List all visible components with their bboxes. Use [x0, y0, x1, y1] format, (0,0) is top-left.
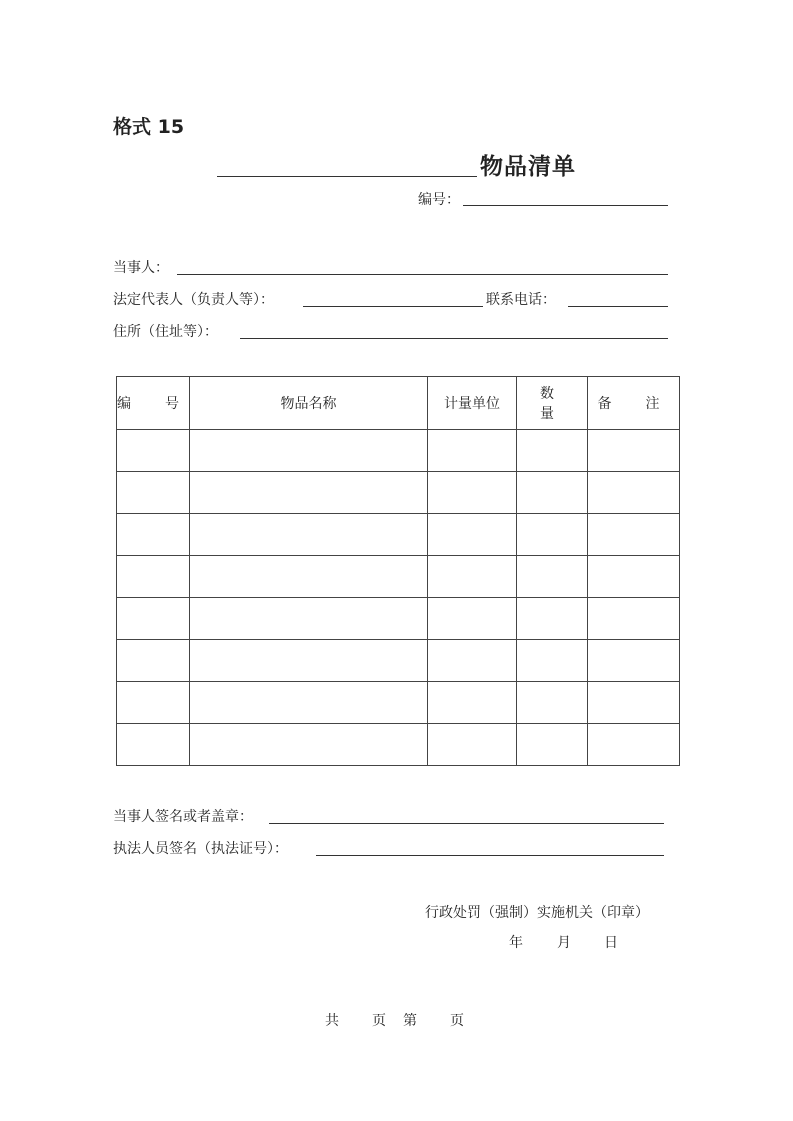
table-cell[interactable] [428, 682, 517, 724]
table-cell[interactable] [428, 430, 517, 472]
table-cell[interactable] [588, 682, 680, 724]
column-header-unit: 计量单位 [428, 377, 517, 430]
table-cell[interactable] [190, 724, 428, 766]
table-cell[interactable] [190, 556, 428, 598]
table-cell[interactable] [117, 556, 190, 598]
date-year-label: 年 [509, 935, 523, 951]
table-cell[interactable] [588, 472, 680, 514]
page-total-label: 共 [325, 1013, 339, 1029]
page-unit-label-2: 页 [450, 1013, 464, 1029]
table-cell[interactable] [517, 682, 588, 724]
phone-field-line[interactable] [568, 306, 668, 307]
table-cell[interactable] [190, 640, 428, 682]
table-cell[interactable] [588, 556, 680, 598]
table-row [117, 724, 680, 766]
table-row [117, 640, 680, 682]
table-cell[interactable] [428, 472, 517, 514]
table-cell[interactable] [428, 640, 517, 682]
table-cell[interactable] [517, 472, 588, 514]
table-cell[interactable] [517, 640, 588, 682]
table-cell[interactable] [117, 430, 190, 472]
table-body [117, 430, 680, 766]
table-cell[interactable] [117, 640, 190, 682]
number-field-line[interactable] [463, 205, 668, 206]
table-cell[interactable] [588, 598, 680, 640]
table-cell[interactable] [428, 598, 517, 640]
table-cell[interactable] [190, 514, 428, 556]
items-table [116, 376, 680, 766]
table-cell[interactable] [517, 556, 588, 598]
column-header-item-name: 物品名称 [190, 377, 428, 430]
column-header-quantity: 数 量 [517, 377, 588, 430]
table-cell[interactable] [428, 514, 517, 556]
table-cell[interactable] [117, 598, 190, 640]
page-title: 物品清单 [480, 154, 576, 180]
table-row [117, 514, 680, 556]
table-cell[interactable] [117, 472, 190, 514]
party-label: 当事人： [113, 260, 169, 276]
address-label: 住所（住址等）： [113, 324, 218, 340]
table-cell[interactable] [428, 724, 517, 766]
table-cell[interactable] [517, 598, 588, 640]
address-field-line[interactable] [240, 338, 668, 339]
table-row [117, 682, 680, 724]
officer-signature-line[interactable] [316, 855, 664, 856]
page-unit-label-1: 页 [372, 1013, 386, 1029]
table-header-row [117, 377, 680, 430]
table-cell[interactable] [588, 514, 680, 556]
party-field-line[interactable] [177, 274, 668, 275]
number-label: 编号： [418, 192, 460, 208]
phone-label: 联系电话： [486, 292, 556, 308]
table-cell[interactable] [588, 724, 680, 766]
legal-rep-field-line[interactable] [303, 306, 483, 307]
date-month-label: 月 [557, 935, 571, 951]
table-cell[interactable] [588, 640, 680, 682]
format-label: 格式 15 [113, 116, 185, 138]
title-blank-line [217, 176, 477, 177]
column-header-remarks: 备 注 [588, 377, 680, 430]
table-cell[interactable] [517, 430, 588, 472]
table-cell[interactable] [190, 472, 428, 514]
table-cell[interactable] [588, 430, 680, 472]
table-cell[interactable] [190, 430, 428, 472]
column-header-number: 编 号 [117, 377, 190, 430]
table-cell[interactable] [517, 724, 588, 766]
party-signature-label: 当事人签名或者盖章： [113, 809, 253, 825]
table-cell[interactable] [117, 724, 190, 766]
table-cell[interactable] [428, 556, 517, 598]
table-cell[interactable] [117, 682, 190, 724]
legal-rep-label: 法定代表人（负责人等）： [113, 292, 274, 308]
table-cell[interactable] [117, 514, 190, 556]
table-cell[interactable] [517, 514, 588, 556]
table-row [117, 472, 680, 514]
table-row [117, 556, 680, 598]
table-cell[interactable] [190, 598, 428, 640]
table-row [117, 598, 680, 640]
authority-seal-label: 行政处罚（强制）实施机关（印章） [425, 905, 649, 921]
officer-signature-label: 执法人员签名（执法证号）： [113, 841, 288, 857]
table-cell[interactable] [190, 682, 428, 724]
party-signature-line[interactable] [269, 823, 664, 824]
date-day-label: 日 [604, 935, 618, 951]
table-row [117, 430, 680, 472]
page-nth-label: 第 [403, 1013, 417, 1029]
